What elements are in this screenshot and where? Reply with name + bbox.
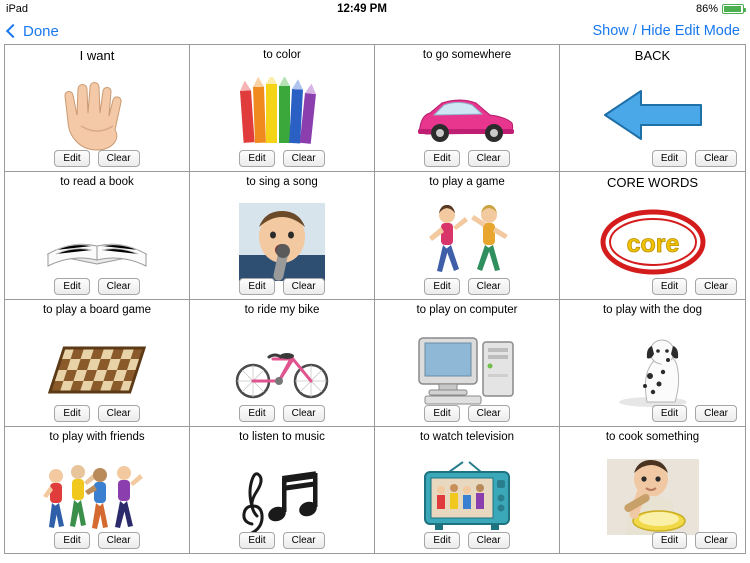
cell-actions (375, 278, 559, 295)
cell-label: to play with friends (49, 430, 145, 443)
cell-label: to color (263, 49, 301, 61)
cell-actions (375, 150, 559, 167)
board-cell-to-color[interactable] (190, 45, 375, 172)
cell-actions (560, 278, 745, 295)
board-cell-back[interactable] (560, 45, 745, 172)
cell-actions (190, 405, 374, 422)
edit-button[interactable]: Edit (424, 278, 459, 295)
edit-button[interactable]: Edit (652, 150, 687, 167)
cell-label: to watch television (420, 430, 514, 443)
battery-icon (722, 4, 744, 14)
clear-button[interactable]: Clear (98, 532, 140, 549)
board-cell-to-watch-television[interactable] (375, 427, 560, 554)
board-cell-to-play-with-the-dog[interactable] (560, 300, 745, 427)
edit-button[interactable]: Edit (54, 150, 89, 167)
cell-label: to listen to music (239, 430, 325, 443)
clear-button[interactable]: Clear (283, 150, 325, 167)
edit-button[interactable]: Edit (424, 150, 459, 167)
cell-label: BACK (634, 48, 671, 63)
cell-actions (560, 532, 745, 549)
clear-button[interactable]: Clear (695, 278, 737, 295)
clear-button[interactable]: Clear (468, 532, 510, 549)
cell-label: to play a board game (42, 303, 152, 316)
clear-button[interactable]: Clear (283, 278, 325, 295)
cell-label: to go somewhere (422, 49, 512, 61)
cell-actions (5, 532, 189, 549)
board-cell-core-words[interactable] (560, 172, 745, 299)
edit-button[interactable]: Edit (54, 405, 89, 422)
cell-actions (190, 150, 374, 167)
status-battery-group (696, 3, 744, 15)
edit-button[interactable]: Edit (424, 532, 459, 549)
cell-actions (375, 532, 559, 549)
board-cell-to-play-a-board-game[interactable] (5, 300, 190, 427)
navigation-bar (0, 18, 750, 44)
cell-label: I want (79, 48, 115, 63)
edit-button[interactable]: Edit (652, 278, 687, 295)
cell-label: to play with the dog (602, 303, 703, 316)
clear-button[interactable]: Clear (98, 278, 140, 295)
board-cell-to-play-on-computer[interactable] (375, 300, 560, 427)
board-cell-to-play-a-game[interactable] (375, 172, 560, 299)
clear-button[interactable]: Clear (98, 150, 140, 167)
edit-button[interactable]: Edit (54, 532, 89, 549)
cell-actions (560, 405, 745, 422)
cell-actions (5, 405, 189, 422)
cell-label: CORE WORDS (607, 175, 698, 191)
clear-button[interactable]: Clear (468, 150, 510, 167)
board-cell-i-want[interactable] (5, 45, 190, 172)
board-cell-to-read-a-book[interactable] (5, 172, 190, 299)
edit-button[interactable]: Edit (239, 532, 274, 549)
board-cell-to-go-somewhere[interactable] (375, 45, 560, 172)
cell-actions (190, 278, 374, 295)
board-cell-to-cook-something[interactable] (560, 427, 745, 554)
status-bar (0, 0, 750, 18)
cell-label: to read a book (60, 176, 134, 189)
clear-button[interactable]: Clear (283, 532, 325, 549)
cell-label: to play on computer (416, 303, 518, 316)
edit-button[interactable]: Edit (239, 278, 274, 295)
clear-button[interactable]: Clear (695, 532, 737, 549)
edit-button[interactable]: Edit (652, 405, 687, 422)
chevron-left-icon (6, 24, 20, 38)
battery-percent-label: 86% (695, 3, 718, 15)
svg-text:core: core (626, 230, 679, 259)
cell-actions (375, 405, 559, 422)
cell-actions (190, 532, 374, 549)
status-clock: 12:49 PM (337, 3, 387, 15)
edit-button[interactable]: Edit (424, 405, 459, 422)
cell-actions (5, 150, 189, 167)
edit-button[interactable]: Edit (652, 532, 687, 549)
cell-label: to play a game (429, 176, 505, 189)
edit-button[interactable]: Edit (239, 405, 274, 422)
board-cell-to-sing-a-song[interactable] (190, 172, 375, 299)
clear-button[interactable]: Clear (695, 150, 737, 167)
clear-button[interactable]: Clear (468, 278, 510, 295)
cell-label: to ride my bike (244, 303, 320, 316)
show-hide-edit-mode-button[interactable]: Show / Hide Edit Mode (592, 23, 740, 39)
communication-board-grid (4, 44, 746, 554)
done-button-label: Done (23, 22, 59, 40)
cell-label: to sing a song (246, 176, 318, 189)
done-button[interactable] (6, 23, 59, 40)
clear-button[interactable]: Clear (468, 405, 510, 422)
cell-actions (560, 150, 745, 167)
clear-button[interactable]: Clear (695, 405, 737, 422)
board-cell-to-ride-my-bike[interactable] (190, 300, 375, 427)
clear-button[interactable]: Clear (283, 405, 325, 422)
edit-button[interactable]: Edit (239, 150, 274, 167)
board-cell-to-listen-to-music[interactable] (190, 427, 375, 554)
clear-button[interactable]: Clear (98, 405, 140, 422)
board-cell-to-play-with-friends[interactable] (5, 427, 190, 554)
status-device-label: iPad (6, 3, 29, 15)
cell-actions (5, 278, 189, 295)
cell-label: to cook something (605, 430, 700, 443)
edit-button[interactable]: Edit (54, 278, 89, 295)
